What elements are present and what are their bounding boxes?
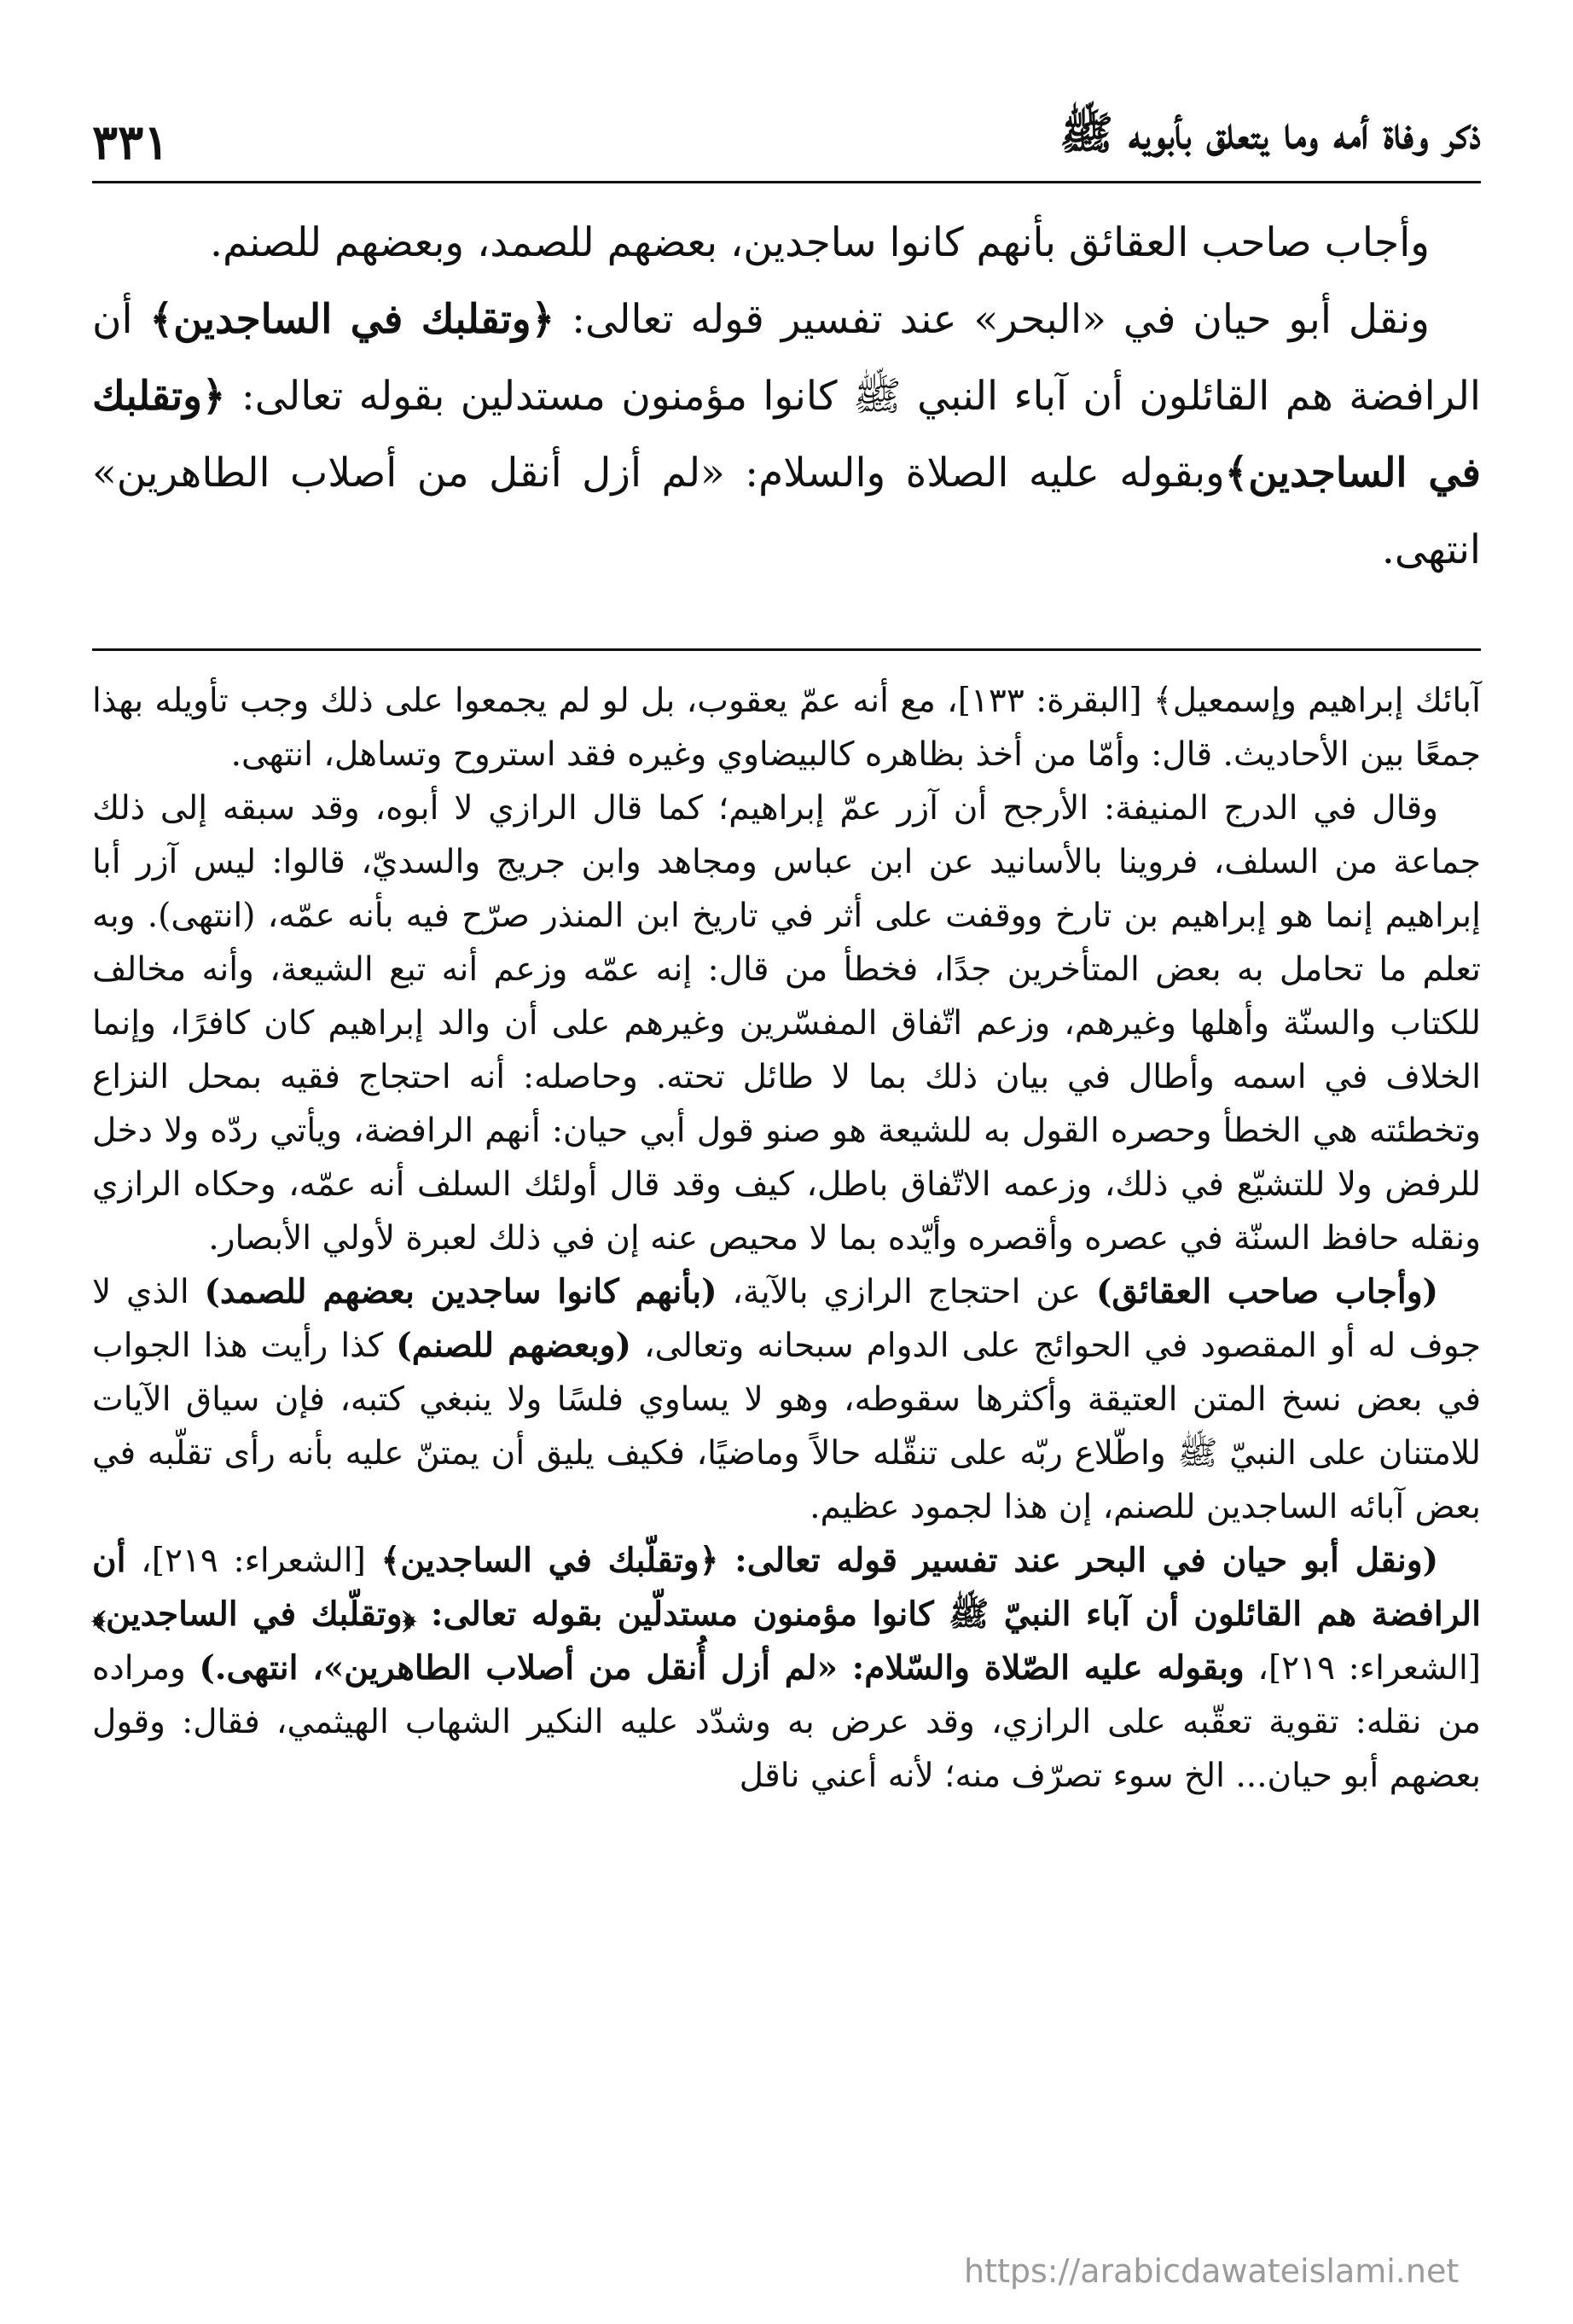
page-header [92,102,1481,171]
commentary-span: ومراده من نقله: تقوية تعقّبه على الرازي، وقد عرض به وشدّد عليه النكير الشهاب الهيثمي، فقال: وقول بعضهم أبو حيان... الخ سوء تصرّف منه؛ لأنه أعني ناقل [92,1649,1481,1795]
source-watermark: https://arabicdawateislami.net [964,2252,1460,2290]
matn-paragraph-2 [92,282,1481,589]
matn-text: ونقل أبو حيان في «البحر» عند تفسير قوله تعالى: [554,296,1430,343]
matn-text: وبقوله عليه الصلاة والسلام: «لم أزل أنقل من أصلاب الطاهرين» انتهى. [92,450,1481,573]
running-title: ذكر وفاة أمه وما يتعلق بأبويه ﷺ [1059,107,1481,160]
matn-citation: (وبعضهم للصنم) [396,1326,631,1365]
matn-citation: أن الرافضة هم القائلون أن آباء النبيّ ﷺ كانوا مؤمنون مستدلّين بقوله تعالى: ﴿وتقلّبك في الساجدين﴾ [92,1541,1481,1634]
quran-quote: ﴿وتقلبك في الساجدين﴾ [149,296,555,343]
matn-citation: (وأجاب صاحب العقائق) [1095,1272,1438,1311]
commentary-span: الذي لا جوف له أو المقصود في الحوائج على الدوام سبحانه وتعالى، [92,1273,1482,1365]
main-text [92,205,1481,589]
quran-quote: ﴿وتقلبك في الساجدين﴾ [92,373,1481,497]
commentary-paragraph-1: آبائك إبراهيم وإسمعيل﴾ [البقرة: ١٣٣]، مع أنه عمّ يعقوب، بل لو لم يجمعوا على ذلك وجب تأويله بهذا جمعًا بين الأحاديث. قال: وأمّا من أخذ بظاهره كالبيضاوي وغيره فقد استروح وتساهل، انتهى. [92,682,1481,774]
page-number: ٣٣١ [92,114,170,171]
commentary-span: [الشعراء: ٢١٩]، [1244,1649,1481,1688]
commentary-span: عن احتجاج الرازي بالآية، [717,1273,1096,1311]
commentary-span: [الشعراء: ٢١٩]، [125,1542,381,1580]
commentary-span: كذا رأيت هذا الجواب في بعض نسخ المتن العتيقة وأكثرها سقوطه، وهو لا يساوي فلسًا ولا ينبغي كتبه، فإن سياق الآيات للامتنان على النبيّ ﷺ واطّلاع ربّه على تنقّله حالاً وماضيًا، فكيف يليق أن يمتنّ عليه بأنه رأى تقلّبه في بعض آبائه الساجدين للصنم، إن هذا لجمود عظيم. [92,1327,1481,1526]
matn-citation: (بأنهم كانوا ساجدين بعضهم للصمد) [204,1272,717,1311]
commentary-paragraph-3 [92,1265,1481,1534]
matn-paragraph-1: وأجاب صاحب العقائق بأنهم كانوا ساجدين، بعضهم للصمد، وبعضهم للصنم. [210,219,1430,266]
commentary-text [92,674,1481,1803]
commentary-paragraph-2: وقال في الدرج المنيفة: الأرجح أن آزر عمّ إبراهيم؛ كما قال الرازي لا أبوه، وقد سبقه إلى ذلك جماعة من السلف، فروينا بالأسانيد عن ابن عباس ومجاهد وابن جريج والسديّ، قالوا: ليس آزر أبا إبراهيم إنما هو إبراهيم بن تارخ ووقفت على أثر في تاريخ ابن المنذر صرّح فيه بأنه عمّه، (انتهى). وبه تعلم ما تحامل به بعض المتأخرين جدًا، فخطأ من قال: إنه عمّه وزعم أنه تبع الشيعة، وأنه مخالف للكتاب والسنّة وأهلها وغيرهم، وزعم اتّفاق المفسّرين وغيرهم على أن والد إبراهيم كان كافرًا، وإنما الخلاف في اسمه وأطال في بيان ذلك بما لا طائل تحته. وحاصله: أنه احتجاج فقيه بمحل النزاع وتخطئته هي الخطأ وحصره القول به للشيعة هو صنو قول أبي حيان: أنهم الرافضة، ويأتي ردّه ولا دخل للرفض ولا للتشيّع في ذلك، وزعمه الاتّفاق باطل، كيف وقد قال أولئك السلف أنه عمّه، وحكاه الرازي ونقله حافظ السنّة في عصره وأقصره وأيّده بما لا محيص عنه إن في ذلك لعبرة لأولي الأبصار. [92,789,1482,1258]
commentary-separator [92,648,1481,651]
commentary-paragraph-4 [92,1534,1481,1803]
matn-citation: (ونقل أبو حيان في البحر عند تفسير قوله تعالى: ﴿وتقلّبك في الساجدين﴾ [380,1541,1439,1580]
header-rule [92,181,1481,183]
matn-citation: وبقوله عليه الصّلاة والسّلام: «لم أزل أُنقل من أصلاب الطاهرين»، انتهى.) [199,1648,1245,1688]
matn-text: أن الرافضة هم القائلون أن آباء النبي ﷺ كانوا مؤمنون مستدلين بقوله تعالى: [92,296,1481,420]
